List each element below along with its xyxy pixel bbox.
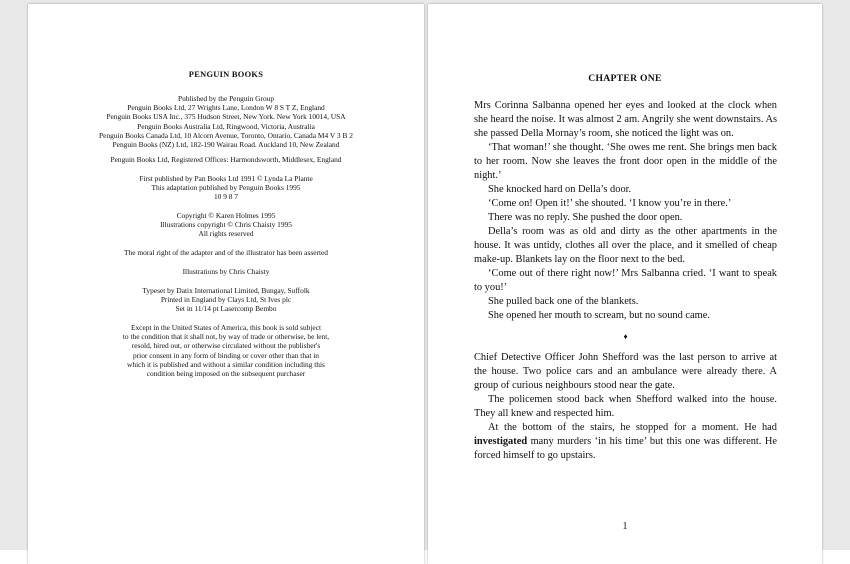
imprint-line: Typeset by Datix International Limited, Bungay, Suffolk bbox=[142, 286, 310, 295]
imprint-line: Except in the United States of America, this book is sold subject bbox=[130, 323, 322, 332]
imprint-line: Illustrations by Chris Chaisty bbox=[182, 267, 270, 276]
imprint-line: Set in 11/14 pt Lasercomp Bembo bbox=[175, 304, 277, 314]
paragraph: ‘Come on! Open it!’ she shouted. ‘I know you’re in there.’ bbox=[488, 198, 732, 209]
imprint-line: Published by the Penguin Group bbox=[177, 94, 275, 103]
imprint-line: All rights reserved bbox=[198, 229, 254, 239]
paragraph bbox=[474, 421, 777, 463]
imprint-line: This adaptation published by Penguin Books 1995 bbox=[151, 183, 301, 193]
imprint-line: prior consent in any form of binding or cover other than that in bbox=[133, 350, 319, 360]
text-run: At the bottom of the stairs, he stopped for a moment. He had bbox=[488, 422, 777, 433]
publisher-heading: PENGUIN BOOKS bbox=[188, 70, 264, 79]
paragraph: She opened her mouth to scream, but no sound came. bbox=[488, 310, 710, 321]
sale-condition-block bbox=[28, 323, 424, 378]
chapter-text bbox=[474, 99, 777, 463]
paragraph: The policemen stood back when Shefford walked into the house. They all knew and respected him. bbox=[474, 394, 777, 419]
imprint-line: Copyright © Karen Holmes 1995 bbox=[176, 211, 276, 220]
imprint-line: Printed in England by Clays Ltd, St Ives plc bbox=[160, 295, 292, 305]
chapter-title: CHAPTER ONE bbox=[588, 73, 662, 84]
registered-offices bbox=[28, 155, 424, 164]
imprint-line: to the condition that it shall not, by way of trade or otherwise, be lent, bbox=[122, 332, 330, 342]
imprint-line: Illustrations copyright © Chris Chaisty 1995 bbox=[160, 220, 292, 230]
paragraph: She knocked hard on Della’s door. bbox=[488, 184, 632, 195]
imprint-line: Penguin Books USA Inc., 375 Hudson Street, New York. New York 10014, USA bbox=[106, 112, 346, 122]
publication-block bbox=[28, 174, 424, 202]
bold-word: investigated bbox=[474, 436, 528, 447]
imprint-line: Penguin Books Ltd, Registered Offices: Harmondsworth, Middlesex, England bbox=[110, 155, 342, 164]
moral-right bbox=[28, 248, 424, 257]
imprint-line: The moral right of the adapter and of the illustrator has been asserted bbox=[124, 248, 328, 257]
copyright-block bbox=[28, 211, 424, 239]
imprint-line: 10 9 8 7 bbox=[213, 192, 239, 202]
page-number: 1 bbox=[622, 521, 628, 532]
publisher-group-block bbox=[28, 94, 424, 149]
section-separator: ♦ bbox=[623, 332, 628, 341]
illustrations-credit bbox=[28, 267, 424, 276]
imprint-line: Penguin Books (NZ) Ltd, 182-190 Wairau Road. Auckland 10, New Zealand bbox=[112, 140, 340, 150]
text-run: many murders ‘in his time’ but this one was different. He forced himself to go upstairs. bbox=[474, 436, 777, 461]
copyright-page bbox=[28, 4, 424, 564]
imprint-line: condition being imposed on the subsequent purchaser bbox=[146, 369, 306, 379]
paragraph: Chief Detective Officer John Shefford was the last person to arrive at the house. Two police cars and an ambulance were already there. A group of curious neighbours stood near the gate. bbox=[474, 352, 777, 391]
paragraph: ‘Come out of there right now!’ Mrs Salbanna cried. ‘I want to speak to you!’ bbox=[474, 268, 777, 293]
typeset-block bbox=[28, 286, 424, 314]
imprint-line: resold, hired out, or otherwise circulated without the publisher's bbox=[131, 341, 321, 351]
imprint-line: Penguin Books Ltd, 27 Wrights Lane, London W 8 S T Z, England bbox=[127, 103, 325, 113]
imprint-line: Penguin Books Canada Ltd, 10 Alcorn Avenue, Toronto, Ontario, Canada M4 V 3 B 2 bbox=[99, 130, 353, 140]
imprint-line: Penguin Books Australia Ltd, Ringwood, Victoria, Australia bbox=[137, 121, 315, 131]
paragraph: She pulled back one of the blankets. bbox=[488, 296, 639, 307]
paragraph: There was no reply. She pushed the door open. bbox=[488, 212, 683, 223]
paragraph: ‘That woman!’ she thought. ‘She owes me rent. She brings men back to her room. Now she leaves the front door open in the middle of the night.’ bbox=[474, 142, 777, 181]
paragraph: Mrs Corinna Salbanna opened her eyes and looked at the clock when she heard the noise. It was almost 2 am. Angrily she went downstairs. As she passed Della Mornay’s room, she noticed the light was on. bbox=[474, 100, 778, 139]
imprint-line: First published by Pan Books Ltd 1991 © Lynda La Plante bbox=[139, 174, 313, 183]
paragraph: Della’s room was as old and dirty as the other apartments in the house. It was untidy, clothes all over the place, and it smelled of cheap make-up. Blankets lay on the floor next to the bed. bbox=[474, 226, 777, 265]
chapter-page bbox=[428, 4, 822, 564]
imprint-line: which it is published and without a similar condition including this bbox=[127, 359, 325, 369]
